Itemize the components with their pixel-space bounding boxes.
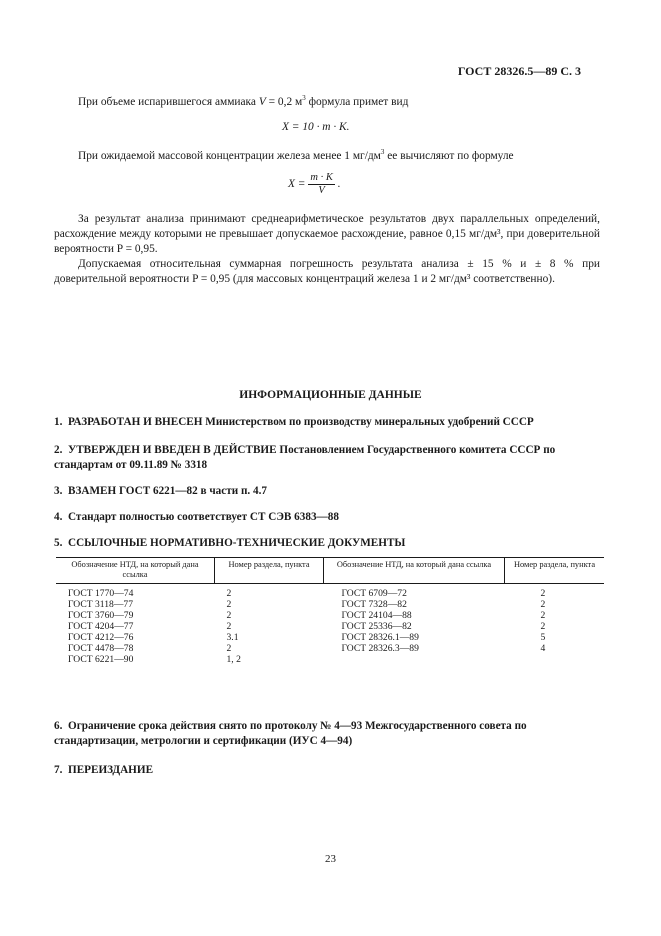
paragraph-concentration: [78, 149, 598, 164]
paragraph-volume: [78, 95, 598, 110]
info-item-2: [54, 443, 602, 473]
cell-doc: ГОСТ 25336—82: [341, 620, 412, 632]
p1-text-c: формула примет вид: [305, 96, 409, 108]
table-header-row: [56, 558, 604, 584]
info-item-6: [54, 719, 602, 749]
paragraph-error: Допускаемая относительная суммарная погрешность результата анализа ± 15 % и ± 8 % при доверительной вероятности P = 0,95 (для массовых концентраций железа 1 и 2 мг/дм³ соответственно).: [54, 258, 600, 285]
cell-doc: ГОСТ 6709—72: [341, 587, 407, 599]
item-text: ВЗАМЕН ГОСТ 6221—82 в части п. 4.7: [68, 485, 267, 497]
paragraph-result: За результат анализа принимают среднеарифметическое результатов двух параллельных определений, расхождение между которыми не превышает допускаемое расхождение, равное 0,15 мг/дм³, при доверительной вероятности P = 0,95.: [54, 213, 600, 255]
cell-doc: ГОСТ 28326.3—89: [341, 642, 419, 654]
table-row: [56, 654, 604, 665]
item-text: Ограничение срока действия снято по протоколу № 4—93 Межгосударственного совета по стандартизации, метрологии и сертификации (ИУС 4—94): [54, 720, 527, 747]
cell-doc: [324, 654, 505, 665]
cell-doc: ГОСТ 3760—79: [68, 609, 134, 621]
cell-doc: ГОСТ 1770—74: [68, 587, 134, 599]
info-item-7: [54, 763, 602, 778]
page-number: 23: [325, 853, 336, 865]
cell-section: 2: [540, 587, 546, 599]
table-row: [56, 610, 604, 621]
cell-doc: ГОСТ 4478—78: [68, 642, 134, 654]
cell-section: 3.1: [226, 631, 239, 643]
col-header-doc: Обозначение НТД, на который дана ссылка: [324, 558, 505, 584]
cell-section: 2: [226, 587, 232, 599]
formula-1: X = 10 · m · K.: [282, 121, 350, 133]
info-item-4: [54, 510, 602, 525]
table-row: [56, 632, 604, 643]
p1-text-b: = 0,2 м: [265, 96, 303, 108]
p1-variable: V: [258, 96, 266, 108]
cell-section: 4: [540, 642, 546, 654]
table-row: [56, 643, 604, 654]
info-title: ИНФОРМАЦИОННЫЕ ДАННЫЕ: [239, 389, 422, 401]
formula-2: [288, 172, 341, 197]
item-text: Стандарт полностью соответствует СТ СЭВ 6383—88: [68, 511, 339, 523]
cell-section: 2: [540, 620, 546, 632]
p1-text-a: При объеме испарившегося аммиака: [78, 96, 259, 108]
table-row: [56, 621, 604, 632]
cell-section: 2: [226, 598, 232, 610]
col-header-doc: Обозначение НТД, на который дана ссылка: [56, 558, 215, 584]
cell-doc: ГОСТ 6221—90: [68, 653, 134, 665]
item-text: ССЫЛОЧНЫЕ НОРМАТИВНО-ТЕХНИЧЕСКИЕ ДОКУМЕНТЫ: [68, 537, 406, 549]
item-number: 6.: [54, 720, 63, 732]
item-number: 5.: [54, 537, 63, 549]
item-number: 4.: [54, 511, 63, 523]
item-number: 1.: [54, 416, 63, 428]
formula-2-lhs: X =: [288, 178, 306, 191]
info-item-1: [54, 415, 602, 430]
cell-section: 2: [540, 609, 546, 621]
item-text: УТВЕРЖДЕН И ВВЕДЕН В ДЕЙСТВИЕ Постановлением Государственного комитета СССР по стандартам от 09.11.89 № 3318: [54, 444, 556, 471]
cell-doc: ГОСТ 3118—77: [68, 598, 134, 610]
cell-section: 1, 2: [226, 653, 241, 665]
item-text: ПЕРЕИЗДАНИЕ: [68, 764, 154, 776]
item-text: РАЗРАБОТАН И ВНЕСЕН Министерством по производству минеральных удобрений СССР: [68, 416, 534, 428]
formula-2-end: .: [337, 178, 341, 191]
p2-text-b: ее вычисляют по формуле: [384, 150, 514, 162]
col-header-section: Номер раздела, пункта: [505, 558, 605, 584]
p1-exponent: 3: [302, 94, 306, 103]
table-row: [56, 588, 604, 599]
p2-text-a: При ожидаемой массовой концентрации железа менее 1 мг/дм: [78, 150, 381, 162]
formula-2-denominator: V: [318, 185, 325, 196]
formula-2-fraction: [308, 172, 334, 197]
cell-doc: ГОСТ 4204—77: [68, 620, 134, 632]
cell-doc: ГОСТ 4212—76: [68, 631, 134, 643]
page-header: ГОСТ 28326.5—89 С. 3: [457, 64, 581, 78]
cell-doc: ГОСТ 7328—82: [341, 598, 407, 610]
formula-2-numerator: m · K: [310, 172, 333, 183]
cell-section: 5: [540, 631, 546, 643]
references-table: [56, 557, 604, 665]
item-number: 7.: [54, 764, 63, 776]
cell-doc: ГОСТ 24104—88: [341, 609, 412, 621]
item-number: 2.: [54, 444, 63, 456]
cell-section: 2: [226, 609, 232, 621]
table-row: [56, 599, 604, 610]
info-item-5: [54, 536, 602, 551]
item-number: 3.: [54, 485, 63, 497]
info-item-3: [54, 484, 602, 499]
cell-section: 2: [226, 642, 232, 654]
p2-exponent: 3: [380, 148, 385, 157]
cell-doc: ГОСТ 28326.1—89: [341, 631, 419, 643]
col-header-section: Номер раздела, пункта: [215, 558, 324, 584]
cell-section: [505, 654, 605, 665]
cell-section: 2: [226, 620, 232, 632]
cell-section: 2: [540, 598, 546, 610]
